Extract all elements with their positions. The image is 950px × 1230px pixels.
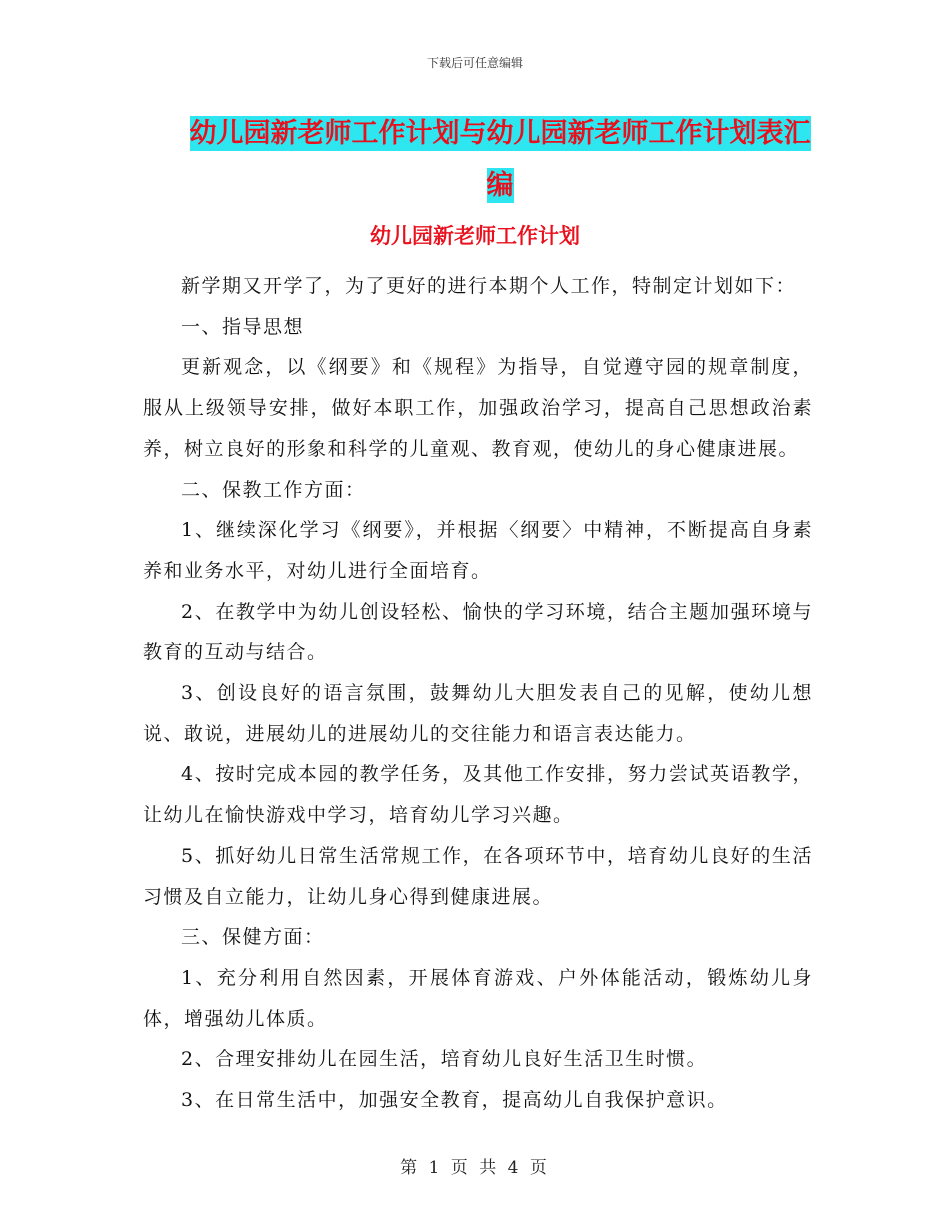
heading-teaching-work: 二、保教工作方面： [181, 478, 366, 501]
document-title [150, 108, 850, 212]
paragraph-teaching-4: 4、按时完成本园的教学任务，及其他工作安排，努力尝试英语教学，让幼儿在愉快游戏中学习，培育幼儿学习兴趣。 [143, 763, 813, 827]
paragraph-health-1: 1、充分利用自然因素，开展体育游戏、户外体能活动，锻炼幼儿身体，增强幼儿体质。 [143, 966, 813, 1030]
paragraph-guiding-thought: 更新观念，以《纲要》和《规程》为指导，自觉遵守园的规章制度，服从上级领导安排，做好本职工作，加强政治学习，提高自己思想政治素养，树立良好的形象和科学的儿童观、教育观，使幼儿的身心健康进展。 [143, 356, 813, 460]
heading-health-care: 三、保健方面： [181, 926, 325, 949]
paragraph-teaching-2: 2、在教学中为幼儿创设轻松、愉快的学习环境，结合主题加强环境与教育的互动与结合。 [143, 600, 813, 664]
section-title: 幼儿园新老师工作计划 [370, 223, 580, 248]
heading-guiding-thought: 一、指导思想 [181, 315, 305, 338]
paragraph-teaching-5: 5、抓好幼儿日常生活常规工作，在各项环节中，培育幼儿良好的生活习惯及自立能力，让幼儿身心得到健康进展。 [143, 844, 813, 908]
paragraph-health-2: 2、合理安排幼儿在园生活，培育幼儿良好生活卫生时惯。 [181, 1048, 708, 1071]
paragraph-health-3: 3、在日常生活中，加强安全教育，提高幼儿自我保护意识。 [181, 1089, 728, 1112]
body-text [143, 266, 813, 1121]
paragraph-teaching-3: 3、创设良好的语言氛围，鼓舞幼儿大胆发表自己的见解，使幼儿想说、敢说，进展幼儿的进展幼儿的交往能力和语言表达能力。 [143, 682, 813, 745]
header-note: 下载后可任意编辑 [426, 56, 523, 70]
page-footer: 第 1 页 共 4 页 [400, 1158, 550, 1178]
document-title-line-1: 幼儿园新老师工作计划与幼儿园新老师工作计划表汇 [189, 118, 811, 149]
document-title-line-2: 编 [486, 170, 514, 201]
paragraph-intro: 新学期又开学了，为了更好的进行本期个人工作，特制定计划如下： [181, 275, 797, 297]
paragraph-teaching-1: 1、继续深化学习《纲要》，并根据〈纲要〉中精神，不断提高自身素养和业务水平，对幼儿进行全面培育。 [143, 519, 813, 582]
